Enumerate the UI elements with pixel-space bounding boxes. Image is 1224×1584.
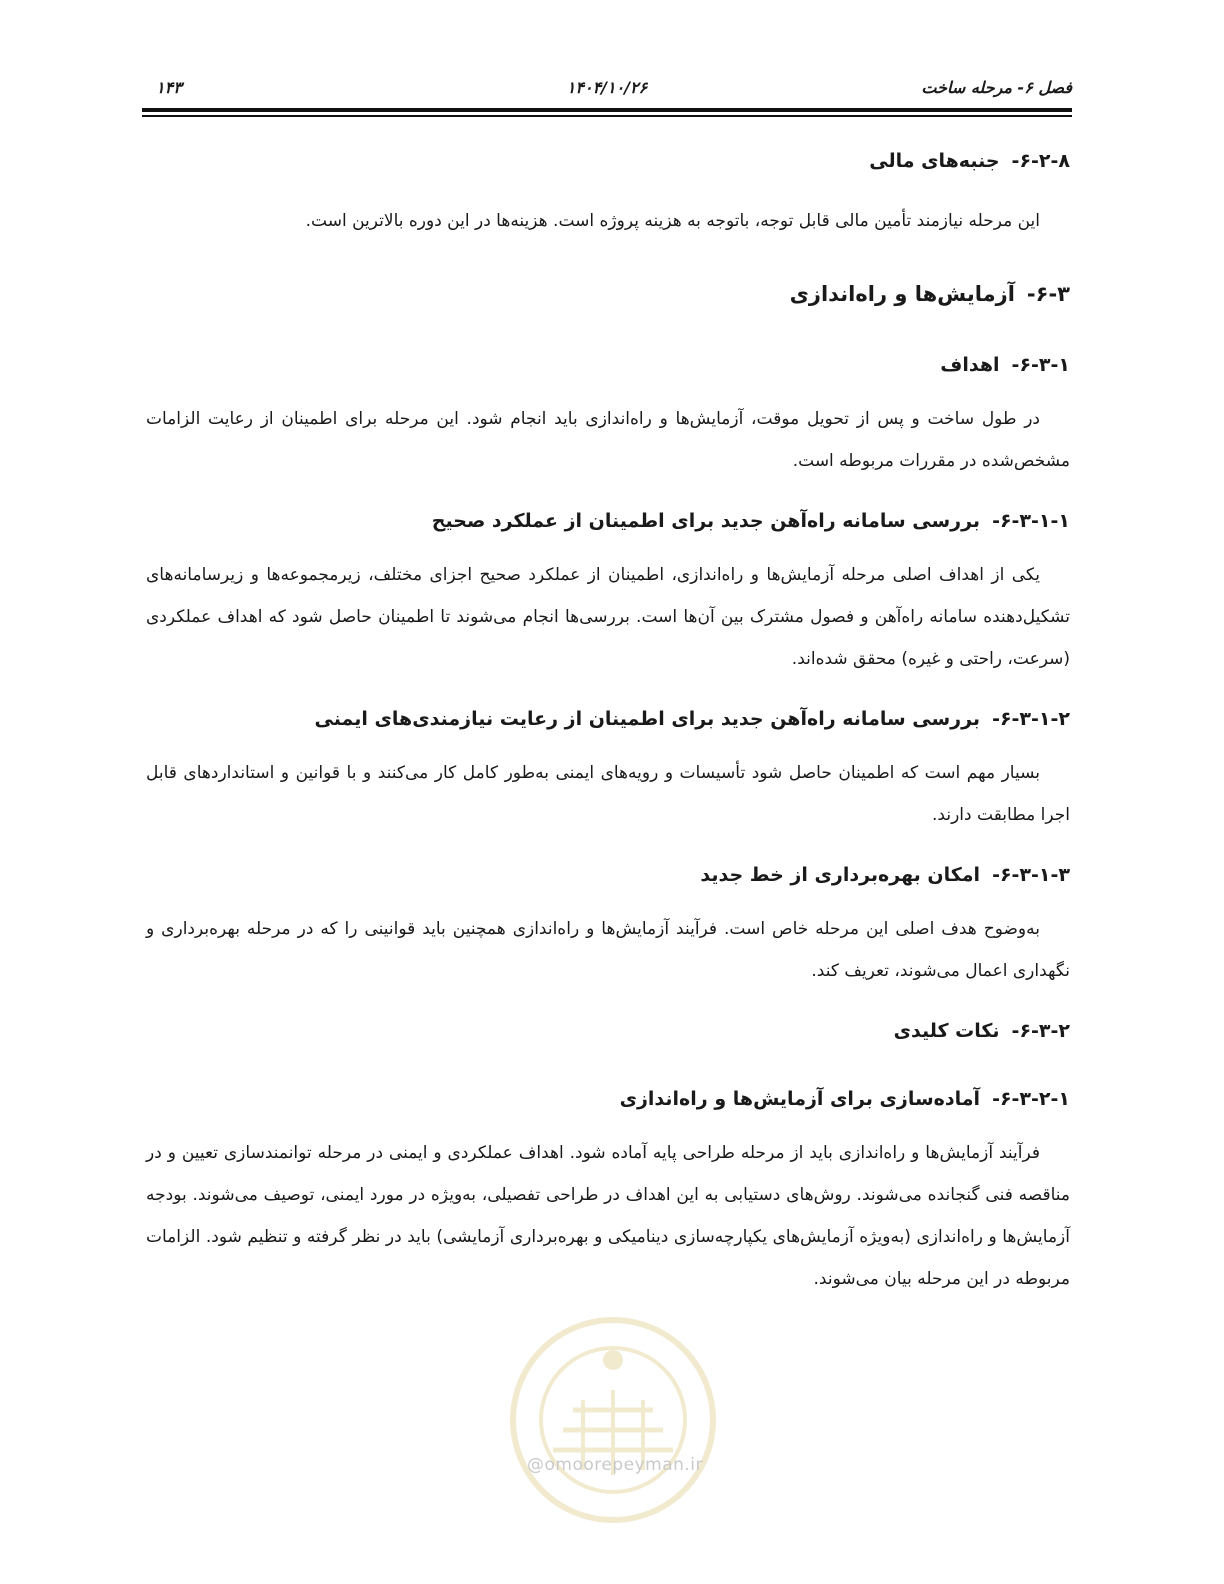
- section-title: آماده‌سازی برای آزمایش‌ها و راه‌اندازی: [619, 1088, 981, 1110]
- section-title: بررسی سامانه راه‌آهن جدید برای اطمینان از رعایت نیازمندی‌های ایمنی: [314, 708, 981, 730]
- page-number: ۱۴۳: [156, 78, 182, 97]
- watermark-text: @omoorepeyman.ir: [526, 1455, 704, 1475]
- section-heading: [146, 708, 1070, 748]
- section-title: اهداف: [940, 354, 1000, 376]
- section-number: ۶-۳-۱-۲-: [992, 708, 1070, 730]
- body-content: [146, 140, 1070, 1300]
- section-heading: [146, 140, 1070, 186]
- paragraph: این مرحله نیازمند تأمین مالی قابل توجه، باتوجه به هزینه پروژه است. هزینه‌ها در این دوره بالاترین است.: [305, 211, 1040, 231]
- paragraph: به‌وضوح هدف اصلی این مرحله خاص است. فرآیند آزمایش‌ها و راه‌اندازی همچنین باید قوانینی را که در مرحله بهره‌برداری و نگهداری اعمال می‌شوند، تعریف کند.: [146, 919, 1070, 981]
- section-number: ۶-۳-۱-۳-: [992, 864, 1070, 886]
- paragraph: فرآیند آزمایش‌ها و راه‌اندازی باید از مرحله طراحی پایه آماده شود. اهداف عملکردی و ایمنی در مرحله توانمندسازی تعیین و در مناقصه فنی گنجانده می‌شوند. روش‌های دستیابی به این اهداف در طراحی تفصیلی، به‌ویژه در مورد ایمنی، توصیف می‌شوند. بودجه آزمایش‌ها و راه‌اندازی (به‌ویژه آزمایش‌های یکپارچه‌سازی دینامیکی و بهره‌برداری آزمایشی) باید در نظر گرفته و تنظیم شود. الزامات مربوطه در این مرحله بیان می‌شوند.: [146, 1143, 1070, 1289]
- header-date: ۱۴۰۴/۱۰/۲۶: [566, 78, 648, 97]
- paragraph: بسیار مهم است که اطمینان حاصل شود تأسیسات و رویه‌های ایمنی به‌طور کامل کار می‌کنند و با قوانین و استانداردهای قابل اجرا مطابقت دارند.: [146, 763, 1070, 825]
- header-rule-thick: [142, 108, 1072, 112]
- section-heading: [146, 510, 1070, 550]
- section-title: جنبه‌های مالی: [869, 150, 1000, 172]
- section-heading: [146, 864, 1070, 904]
- paragraph: در طول ساخت و پس از تحویل موقت، آزمایش‌ها و راه‌اندازی باید انجام شود. این مرحله برای اطمینان از رعایت الزامات مشخص‌شده در مقررات مربوطه است.: [146, 409, 1070, 471]
- section-title: نکات کلیدی: [893, 1020, 1000, 1042]
- section-heading: [146, 1088, 1070, 1128]
- section-title: آزمایش‌ها و راه‌اندازی: [789, 282, 1015, 306]
- chapter-section-heading: [146, 282, 1070, 322]
- section-title: بررسی سامانه راه‌آهن جدید برای اطمینان از عملکرد صحیح: [431, 510, 981, 532]
- section-number: ۶-۳-: [1026, 282, 1070, 306]
- section-number: ۶-۲-۸-: [1011, 150, 1070, 172]
- watermark-seal-icon: [493, 1300, 733, 1540]
- section-title: امکان بهره‌برداری از خط جدید: [700, 864, 981, 886]
- section-number: ۶-۳-۲-: [1011, 1020, 1070, 1042]
- section-heading: [146, 1020, 1070, 1060]
- section-number: ۶-۳-۱-: [1011, 354, 1070, 376]
- section-number: ۶-۳-۲-۱-: [992, 1088, 1070, 1110]
- chapter-title: فصل ۶- مرحله ساخت: [921, 78, 1072, 97]
- page-header: [142, 74, 1072, 102]
- section-number: ۶-۳-۱-۱-: [992, 510, 1070, 532]
- section-heading: [146, 354, 1070, 394]
- paragraph: یکی از اهداف اصلی مرحله آزمایش‌ها و راه‌اندازی، اطمینان از عملکرد صحیح اجزای مختلف، زیرمجموعه‌ها و زیرسامانه‌های تشکیل‌دهنده سامانه راه‌آهن و فصول مشترک بین آن‌ها است. بررسی‌ها انجام می‌شوند تا اطمینان حاصل شود که اهداف عملکردی (سرعت، راحتی و غیره) محقق شده‌اند.: [146, 565, 1070, 669]
- header-rule-thin: [142, 115, 1072, 117]
